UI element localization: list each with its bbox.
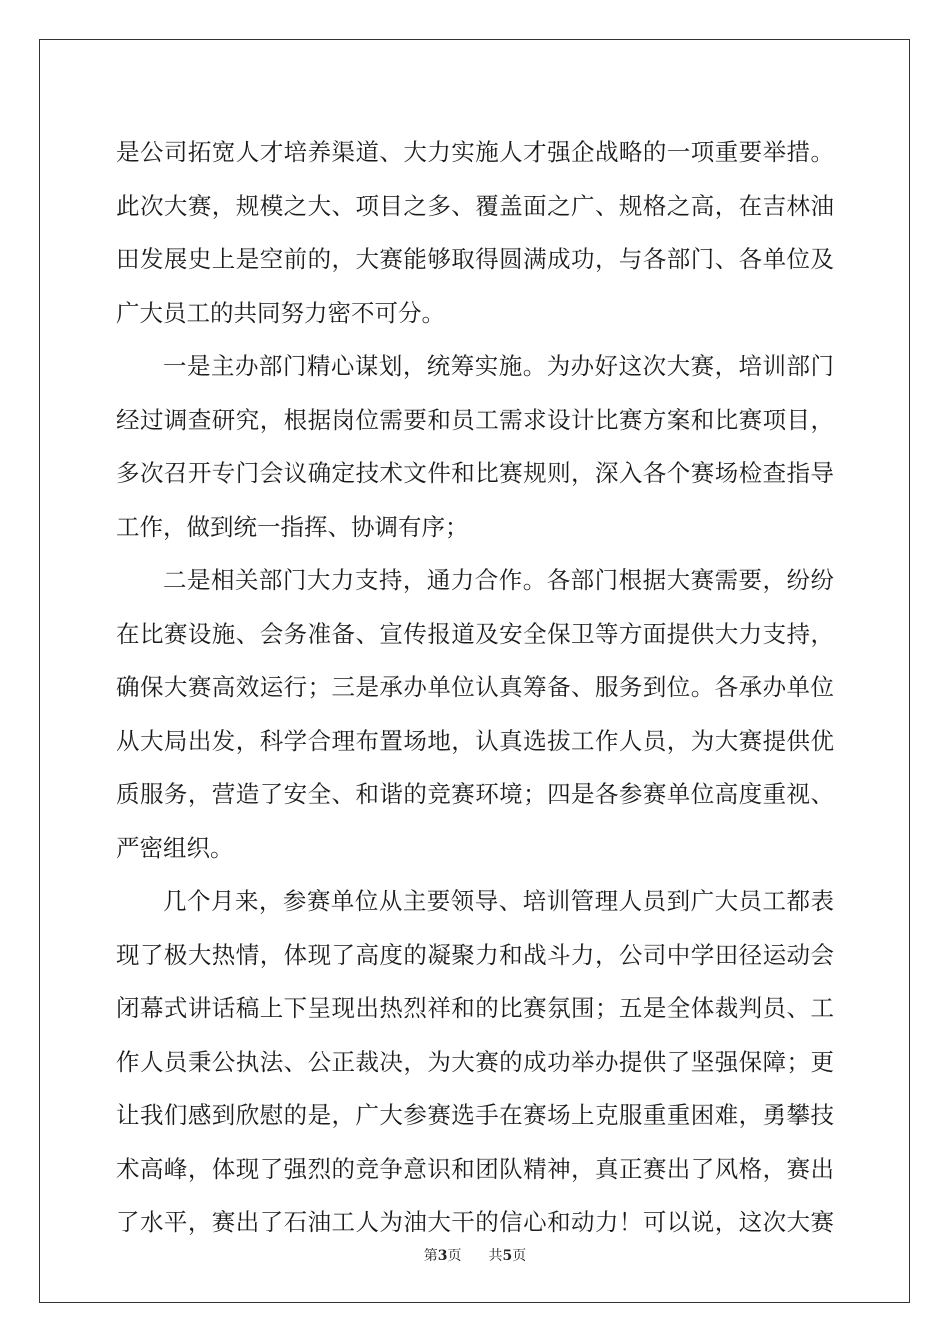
text-line: 广大员工的共同努力密不可分。	[116, 298, 445, 327]
page-footer	[0, 1245, 950, 1265]
text-line: 闭幕式讲话稿上下呈现出热烈祥和的比赛氛围；五是全体裁判员、工	[116, 994, 834, 1022]
text-line: 多次召开专门会议确定技术文件和比赛规则，深入各个赛场检查指导	[116, 459, 834, 487]
text-line: 现了极大热情，体现了高度的凝聚力和战斗力，公司中学田径运动会	[116, 940, 834, 969]
page-number: 第3页	[423, 1248, 462, 1264]
total-pages: 共5页	[488, 1248, 527, 1264]
paragraph	[116, 554, 834, 875]
paragraph	[116, 126, 834, 340]
text-line: 是公司拓宽人才培养渠道、大力实施人才强企战略的一项重要举措。	[116, 138, 834, 166]
text-line: 质服务，营造了安全、和谐的竞赛环境；四是各参赛单位高度重视、	[116, 780, 834, 808]
paragraph	[116, 340, 834, 554]
text-line: 此次大赛，规模之大、项目之多、覆盖面之广、规格之高，在吉林油	[116, 191, 834, 220]
text-line: 在比赛设施、会务准备、宣传报道及安全保卫等方面提供大力支持，	[116, 619, 834, 648]
total-page-count: 5	[502, 1248, 513, 1264]
text-line: 几个月来，参赛单位从主要领导、培训管理人员到广大员工都表	[163, 887, 834, 915]
text-line: 工作，做到统一指挥、协调有序；	[116, 512, 469, 541]
current-page: 3	[437, 1248, 448, 1264]
paragraph	[116, 875, 834, 1250]
text-line: 严密组织。	[116, 833, 234, 862]
document-body	[116, 126, 834, 1250]
text-line: 二是相关部门大力支持，通力合作。各部门根据大赛需要，纷纷	[163, 566, 834, 594]
text-line: 作人员秉公执法、公正裁决，为大赛的成功举办提供了坚强保障；更	[116, 1047, 834, 1076]
text-line: 了水平，赛出了石油工人为油大干的信心和动力！可以说，这次大赛	[116, 1208, 834, 1236]
text-line: 确保大赛高效运行；三是承办单位认真筹备、服务到位。各承办单位	[116, 673, 834, 701]
text-line: 一是主办部门精心谋划，统筹实施。为办好这次大赛，培训部门	[163, 352, 834, 380]
text-line: 田发展史上是空前的，大赛能够取得圆满成功，与各部门、各单位及	[116, 245, 834, 273]
text-line: 从大局出发，科学合理布置场地，认真选拔工作人员，为大赛提供优	[116, 726, 834, 755]
text-line: 术高峰，体现了强烈的竞争意识和团队精神，真正赛出了风格，赛出	[116, 1154, 834, 1183]
text-line: 经过调查研究，根据岗位需要和员工需求设计比赛方案和比赛项目，	[116, 405, 834, 434]
text-line: 让我们感到欣慰的是，广大参赛选手在赛场上克服重重困难，勇攀技	[116, 1101, 834, 1129]
